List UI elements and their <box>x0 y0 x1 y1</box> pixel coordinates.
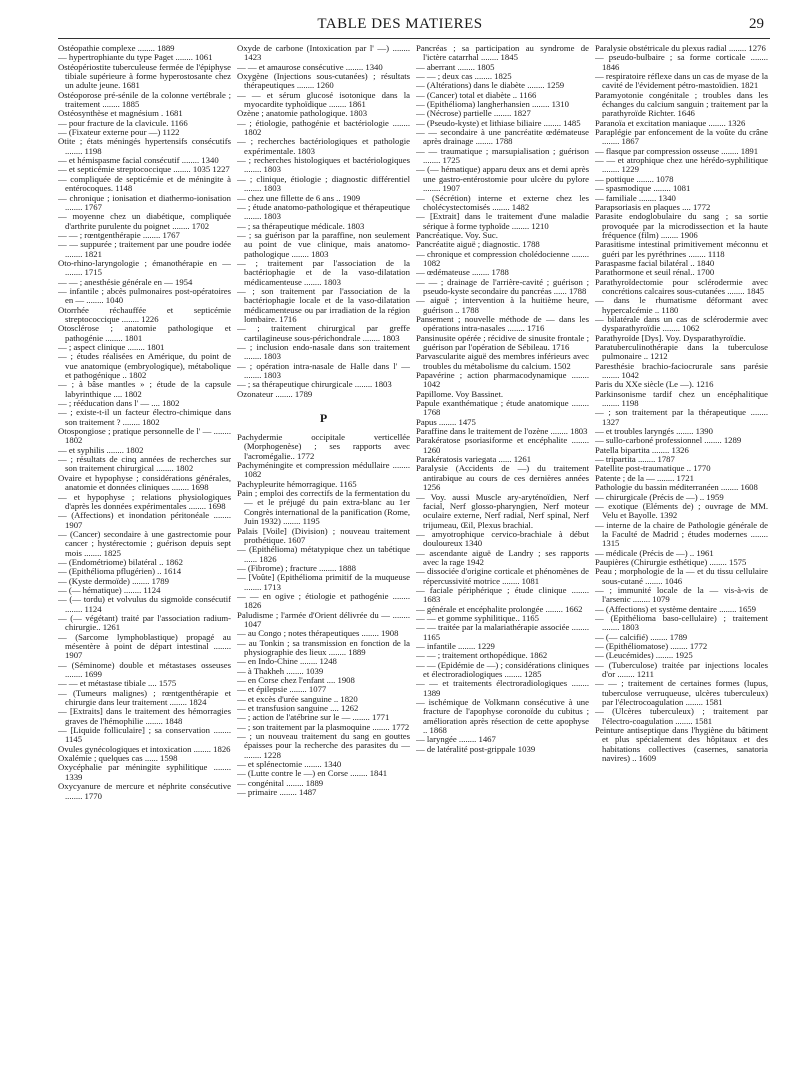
index-entry: Peau ; morphologie de la — et du tissu cellulaire sous-cutané ........ 1046 <box>595 566 768 586</box>
section-letter: P <box>319 411 328 426</box>
index-entry: — (Epithélioma pflugérien) .. 1614 <box>58 566 182 577</box>
index-entry: Paraspasme facial bilatéral .. 1840 <box>595 257 715 268</box>
index-entry: Papavérine ; action pharmacodynamique ........ 1042 <box>416 370 589 390</box>
index-entry: Parvascularite aiguë des membres inférieurs avec troubles du métabolisme du calcium. 1502 <box>416 351 589 371</box>
index-entry: — — et gomme syphilitique.. 1165 <box>416 612 539 623</box>
index-entry: — (Affections) et inondation péritonéale ........ 1907 <box>58 510 231 530</box>
index-entry: Parathyroïde [Dys]. Voy. Dysparathyroïdie. <box>595 332 746 343</box>
index-entry: Pancréatique. Voy. Suc. <box>416 229 498 240</box>
index-entry: — pour fracture de la clavicule. 1166 <box>58 117 188 128</box>
index-entry: — (Fibrome) ; fracture ........ 1888 <box>237 562 356 573</box>
index-entry: Otorrhée réchauffée et septicémie streptococcique ........ 1226 <box>58 304 231 324</box>
index-entry: — de latéralité post-grippale 1039 <box>416 743 536 754</box>
index-entry: — ; action de l'atébrine sur le — ........ 1771 <box>237 712 390 723</box>
index-entry: — et excès d'urée sanguine .. 1820 <box>237 693 358 704</box>
index-entry: — spasmodique ........ 1081 <box>595 183 691 194</box>
index-entry: Pancréas ; sa participation au syndrome de l'ictère catarrhal ........ 1845 <box>416 44 589 63</box>
index-entry: — ; existe-t-il un facteur électro-chimique dans son traitement ? ........ 1802 <box>58 407 231 427</box>
index-entry: — (Fixateur externe pour —) 1122 <box>58 127 180 138</box>
index-entry: — infantile ........ 1229 <box>416 641 495 651</box>
index-entry: — et hypophyse ; relations physiologiques d'après les données expérimentales ........ 1698 <box>58 491 231 511</box>
index-entry: — en Corse chez l'enfant .... 1908 <box>237 675 355 685</box>
index-entry: — ; opération intra-nasale de Halle dans l' — ........ 1803 <box>237 360 410 381</box>
index-entry: Pachyméningite et compression médullaire ........ 1082 <box>237 460 410 480</box>
index-entry: Parakératose psoriasiforme et encéphalite ........ 1260 <box>416 435 589 455</box>
index-entry: — chirurgicale (Précis de —) .. 1959 <box>595 491 724 502</box>
index-entry: Pain ; emploi des correctifs de la fermentation du — et le préjugé du pain extra-blanc au 1er Congrès international de la panification (Rome, Juin 1932) ........ 1195 <box>237 488 410 527</box>
index-entry: — (Lutte contre le —) en Corse ........ 1841 <box>237 768 388 779</box>
header-rule <box>58 38 770 39</box>
index-entry: — ; son traitement par l'association de la bactériophagie locale et de la vaso-dilatation médicamenteuse ou par irradiation de la région lombaire. 1716 <box>237 285 410 324</box>
index-entry: Patellite post-traumatique .. 1770 <box>595 463 711 474</box>
index-entry: Papule exanthématique ; étude anatomique ........ 1768 <box>416 398 589 418</box>
index-entry: — ; étude anatomo-pathologique et thérapeutique ........ 1803 <box>237 201 410 222</box>
index-entry: — — ; traitement de certaines formes (lupus, tuberculose verruqueuse, ulcères tuberculeux) par l'électrocoagulation ........ 1581 <box>595 678 768 708</box>
index-entry: — (Leucémides) ........ 1925 <box>595 650 693 661</box>
index-entry: Oto-rhino-laryngologie ; émanothérapie en — ........ 1715 <box>58 257 231 278</box>
index-entry: — (— hématique) ........ 1124 <box>58 584 161 595</box>
index-entry: — ; un nouveau traitement du sang en gouttes épaisses pour la recherche des parasites du — ........ 1228 <box>237 731 410 760</box>
index-entry: Pansinusite opérée ; récidive de sinusite frontale ; guérison par l'opération de Sébileau. 1716 <box>416 332 589 352</box>
page-title: TABLE DES MATIERES <box>317 16 483 32</box>
index-entry: Patella bipartita ........ 1326 <box>595 444 689 455</box>
index-entry: Ovaire et hypophyse ; considérations générales, anatomie et données cliniques ........ 1698 <box>58 472 231 493</box>
index-entry: — (Nécrose) partielle ........ 1827 <box>416 108 531 119</box>
index-entry: Otosclérose ; anatomie pathologique et pathogénie ........ 1801 <box>58 323 231 343</box>
index-entry: — (Ulcères tuberculeux) ; traitement par l'électro-coagulation ........ 1581 <box>595 706 768 726</box>
index-entry: Ozène ; anatomie pathologique. 1803 <box>237 108 368 119</box>
index-entry: — (Tuberculose) traitée par injections locales d'or ........ 1211 <box>595 659 768 680</box>
page-header <box>0 0 800 44</box>
index-entry: — dans le rhumatisme déformant avec hypercalcémie .. 1180 <box>595 295 768 315</box>
index-entry: Parathormone et seuil rénal.. 1700 <box>595 267 715 278</box>
index-entry: — — et amaurose consécutive ........ 1340 <box>237 61 383 72</box>
index-entry: — générale et encéphalite prolongée ........ 1662 <box>416 603 583 614</box>
index-entry: — chez une fillette de 6 ans .. 1909 <box>237 192 361 203</box>
index-entry: — amyotrophique cervico-brachiale à début douloureux 1340 <box>416 528 589 549</box>
index-entry: — aiguë ; intervention à la huitième heure, guérison .. 1788 <box>416 295 589 315</box>
index-entry: — laryngée ........ 1467 <box>416 734 496 745</box>
index-entry: Ovules gynécologiques et intoxication ........ 1826 <box>58 743 231 754</box>
index-entry: — — traitée par la malariathérapie associée ........ 1165 <box>416 622 589 642</box>
index-entry: — congénital ........ 1889 <box>237 777 324 788</box>
index-entry: — ; recherches bactériologiques et pathologie expérimentale. 1803 <box>237 136 410 156</box>
index-entry: — familiale ........ 1340 <box>595 192 676 203</box>
index-entry: — (— tordu) et volvulus du sigmoïde consécutif ........ 1124 <box>58 594 231 614</box>
index-entry: Parasite endoglobulaire du sang ; sa sortie provoquée par la microdissection et la haute fréquence (film) ........ 1906 <box>595 211 768 240</box>
index-entry: — ; traitement par l'association de la bactériophagie et de la vaso-dilatation médicamenteuse ........ 1803 <box>237 257 410 287</box>
index-entry: — en Indo-Chine ........ 1248 <box>237 656 337 667</box>
index-entry: — ; sa thérapeutique médicale. 1803 <box>237 220 365 231</box>
index-entry: — ; sa thérapeutique chirurgicale ........ 1803 <box>237 379 392 390</box>
index-columns <box>58 44 770 1078</box>
index-entry: — ischémique de Volkmann consécutive à une fracture de l'apophyse coronoïde du cubitus ; amélioration après résection de cette apophyse .. 1868 <box>416 697 589 736</box>
index-entry: — (Sarcome lymphoblastique) propagé au mésentère à point de départ intestinal ........ 1907 <box>58 631 231 661</box>
index-entry: Oxygène (Injections sous-cutanées) ; résultats thérapeutiques ........ 1260 <box>237 71 410 91</box>
index-entry: — ; études réalisées en Amérique, du point de vue anatomique (embryologique), métabolique et pathogénique .. 1802 <box>58 351 231 381</box>
index-entry: — — secondaire à une pancréatite œdémateuse après drainage ........ 1788 <box>416 127 589 147</box>
index-entry: — pseudo-bulbaire ; sa forme corticale ........ 1846 <box>595 52 768 72</box>
index-entry: — ; son traitement par la plasmoquine ........ 1772 <box>237 721 410 732</box>
index-entry: Paranoïa et excitation maniaque ........ 1326 <box>595 117 746 128</box>
index-entry: — chronique et compression cholédocienne ........ 1082 <box>416 248 589 268</box>
index-entry: — (Sécrétion) interne et externe chez les cholécystectomisés ........ 1482 <box>416 192 589 212</box>
index-entry: Parakératosis variegata ...... 1261 <box>416 454 532 465</box>
index-entry: — ; à bâse mantles » ; étude de la capsule labyrinthique .... 1802 <box>58 379 231 399</box>
index-entry: Paresthésie brachio-faciocrurale sans parésie ........ 1042 <box>595 360 768 381</box>
index-entry: — — et sérum glucosé isotonique dans la myocardite typhoïdique ........ 1861 <box>237 89 410 110</box>
index-entry: Paris du XXe siècle (Le —). 1216 <box>595 379 714 390</box>
index-entry: Ostéoporose pré-sénile de la colonne vertébrale ; traitement ........ 1885 <box>58 89 231 110</box>
index-entry: Ozonateur ........ 1789 <box>237 388 313 399</box>
index-entry: Patente ; de la — ........ 1721 <box>595 472 694 483</box>
index-entry: — ; aspect clinique ........ 1801 <box>58 342 165 352</box>
index-entry: — (Affections) et système dentaire ........ 1659 <box>595 603 756 614</box>
index-entry: — — ; deux cas ........ 1825 <box>416 71 512 82</box>
index-entry: Paralysie (Accidents de —) du traitement antirabique au cours de ces dernières années 1256 <box>416 463 589 493</box>
index-entry: — au Congo ; notes thérapeutiques ........ 1908 <box>237 628 399 639</box>
index-entry: — au Tonkin ; sa transmission en fonction de la physiographie des lieux ........ 1889 <box>237 637 410 657</box>
index-entry: — — ; traitement orthopédique. 1862 <box>416 650 548 661</box>
index-entry: Otospongiose ; pratique personnelle de l' — ........ 1802 <box>58 426 231 446</box>
index-entry: Oxycéphalie par méningite syphilitique ........ 1339 <box>58 762 231 782</box>
index-entry: — (Tumeurs malignes) ; rœntgenthérapie et chirurgie dans leur traitement ........ 1824 <box>58 687 231 708</box>
index-entry: — ; étiologie, pathogénie et bactériologie ........ 1802 <box>237 117 410 138</box>
index-entry: — [Extrait] dans le traitement d'une maladie sérique à forme typhoïde ........ 1210 <box>416 211 589 231</box>
index-entry: Paratuberculinothérapie dans la tuberculose pulmonaire .. 1212 <box>595 342 768 362</box>
index-entry: — et hémispasme facial consécutif ........ 1340 <box>58 155 219 166</box>
index-entry: — (Cancer) secondaire à une gastrectomie pour cancer ; hystérectomie ; guérison depuis sept mois ........ 1825 <box>58 528 231 558</box>
index-entry: — et splénectomie ........ 1340 <box>237 759 342 770</box>
index-entry: — (— végétant) traité par l'association radium-chirurgie.. 1261 <box>58 612 231 633</box>
index-entry: — œdémateuse ........ 1788 <box>416 267 509 278</box>
index-entry: — (— hématique) apparu deux ans et demi après une gastro-entérostomie pour ulcère du pylore ........ 1907 <box>416 164 589 194</box>
index-entry: — moyenne chez un diabétique, compliquée d'arthrite purulente du poignet ........ 1702 <box>58 211 231 231</box>
index-entry: Parapsoriasis en plaques .... 1772 <box>595 201 711 212</box>
index-entry: — sullo-carboné professionnel ........ 1289 <box>595 435 742 446</box>
index-entry: — infantile ; abcès pulmonaires post-opératoires en — ........ 1040 <box>58 285 231 306</box>
index-entry: — tripartita ........ 1787 <box>595 454 675 465</box>
index-entry: — compliquée de septicémie et de méningite à entérocoques. 1148 <box>58 173 231 194</box>
index-entry: — hypertrophiante du type Paget ........ 1061 <box>58 52 213 63</box>
index-entry: — et septicémie streptococcique ........ 1035 1227 <box>58 164 230 175</box>
index-entry: — (Epithélioma) langherhansien ........ 1310 <box>416 99 569 110</box>
index-entry: Pathologie du bassin méditerranéen ........ 1608 <box>595 482 758 493</box>
index-entry: — (Pseudo-kyste) et lithiase biliaire ........ 1485 <box>416 117 581 128</box>
index-entry: — — en ogive ; étiologie et pathogénie ........ 1826 <box>237 590 410 611</box>
index-entry: Pansement ; nouvelle méthode de — dans les opérations intra-nasales ........ 1716 <box>416 313 589 334</box>
index-entry: Oxycyanure de mercure et néphrite consécutive ........ 1770 <box>58 781 231 801</box>
index-entry: — (Altérations) dans le diabète ........ 1259 <box>416 80 565 91</box>
index-entry: — ; inclusion endo-nasale dans son traitement ........ 1803 <box>237 342 410 362</box>
index-column-2 <box>237 44 410 1078</box>
index-entry: Paupières (Chirurgie esthétique) ........ 1575 <box>595 556 747 567</box>
index-entry: — — ; drainage de l'arrière-cavité ; guérison ; pseudo-kyste secondaire du pancréas ...... 1788 <box>416 276 589 296</box>
index-entry: — Voy. aussi Muscle ary-aryténoïdien, Nerf facial, Nerf glosso-pharyngien, Nerf moteur oculaire externe, Nerf radial, Nerf spinal, Nerf trijumeau, Œil, Plexus brachial. <box>416 491 589 530</box>
index-entry: — chronique ; ionisation et diathermo-ionisation ........ 1767 <box>58 192 231 212</box>
index-entry: — [Liquide folliculaire] ; sa conservation ........ 1145 <box>58 725 231 745</box>
index-entry: — (Endométriome) bilatéral .. 1862 <box>58 556 183 567</box>
index-column-4 <box>595 44 768 1078</box>
index-entry: Oxalémie ; quelques cas ...... 1598 <box>58 753 178 764</box>
index-entry: — ; son traitement par la thérapeutique ........ 1327 <box>595 407 768 427</box>
index-entry: Oxyde de carbone (Intoxication par l' —) ........ 1423 <box>237 44 410 63</box>
index-entry: — — ; rœntgenthérapie ........ 1767 <box>58 229 180 240</box>
index-entry: — — et atrophique chez une hérédo-syphilitique ........ 1229 <box>595 155 768 175</box>
index-entry: Paralysie obstétricale du plexus radial ........ 1276 <box>595 44 766 53</box>
index-entry: — — (Epidémie de —) ; considérations cliniques et électroradiologiques ........ 1285 <box>416 659 589 680</box>
index-entry: — ascendante aiguë de Landry ; ses rapports avec la rage 1942 <box>416 547 589 567</box>
index-entry: — à Thakheh ........ 1039 <box>237 665 324 676</box>
index-entry: — bilatérale dans un cas de sclérodermie avec dysparathyroïdie ........ 1062 <box>595 313 768 334</box>
index-entry: — (Epithélioma) métatypique chez un tabétique ...... 1826 <box>237 544 410 564</box>
index-entry: Ostéopériostite tuberculeuse fermée de l'épiphyse tibiale supérieure à forme hyperostosante chez un adulte jeune. 1681 <box>58 61 231 91</box>
index-entry: — et syphilis ........ 1802 <box>58 444 144 455</box>
index-entry: Otite ; états méningés hypertensifs consécutifs ........ 1198 <box>58 136 231 156</box>
index-entry: Papus ........ 1475 <box>416 416 476 427</box>
index-entry: Parathyroïdectomie pour sclérodermie avec concrétions calcaires sous-cutanées ........ 1845 <box>595 276 768 296</box>
index-entry: — ; traitement chirurgical par greffe cartilagineuse sous-périchondrale ........ 1803 <box>237 323 410 343</box>
index-entry: — — suppurée ; traitement par une poudre iodée ........ 1821 <box>58 239 231 259</box>
index-entry: — dissociée d'origine corticale et phénomènes de répercussivité motrice ........ 1081 <box>416 566 589 586</box>
index-entry: Paraplégie par enfoncement de la voûte du crâne ........ 1867 <box>595 127 768 147</box>
index-entry: — et transfusion sanguine .... 1262 <box>237 703 359 714</box>
index-entry: — — et traitements électroradiologiques ........ 1389 <box>416 678 589 698</box>
index-entry: Paraffine dans le traitement de l'ozène ........ 1803 <box>416 426 588 437</box>
index-entry: — flasque par compression osseuse ........ 1891 <box>595 145 759 156</box>
index-entry: Pachypleurite hémorragique. 1165 <box>237 478 357 489</box>
index-entry: Parasitisme intestinal primitivement méconnu et guéri par les pyréthrines ........ 1118 <box>595 239 768 259</box>
index-entry: — (— calcifié) ........ 1789 <box>595 631 688 642</box>
index-entry: Pancréatite aiguë ; diagnostic. 1788 <box>416 239 540 250</box>
index-entry: — pottique ........ 1078 <box>595 173 674 184</box>
index-entry: Papillome. Voy Bassinet. <box>416 388 504 399</box>
index-entry: — et troubles laryngés ........ 1390 <box>595 426 713 437</box>
index-entry: Paludisme ; l'armée d'Orient délivrée du — ........ 1047 <box>237 609 410 629</box>
index-entry: — — et métastase tibiale .... 1575 <box>58 678 177 689</box>
index-entry: — ; sa guérison par la paraffine, non seulement au point de vue clinique, mais anatomo-pathologique ........ 1803 <box>237 229 410 259</box>
index-entry: — (Cancer) total et diabète .. 1166 <box>416 89 537 100</box>
index-entry: — respiratoire réflexe dans un cas de myase de la cavité de l'évidement pétro-mastoïdien. 1821 <box>595 71 768 91</box>
index-entry: — ; recherches histologiques et bactériologiques ........ 1803 <box>237 155 410 175</box>
index-entry: — exotique (Eléments de) ; ouvrage de MM. Velu et Bayolle. 1392 <box>595 500 768 521</box>
index-entry: — (Epithélioma baso-cellulaire) ; traitement ........ 1803 <box>595 612 768 633</box>
index-entry: Ostéopathie complexe ........ 1889 <box>58 44 175 53</box>
index-entry: — faciale périphérique ; étude clinique ........ 1683 <box>416 584 589 605</box>
index-entry: — interne de la chaire de Pathologie générale de la Faculté de Madrid ; études modernes ........ 1315 <box>595 519 768 549</box>
index-column-1 <box>58 44 231 1078</box>
index-entry: — et épilepsie ........ 1077 <box>237 684 327 695</box>
index-entry: Paramyotonie congénitale ; troubles dans les échanges du calcium sanguin ; traitement par la parathyroïde Richter. 1646 <box>595 89 768 119</box>
index-entry: — — ; anesthésie générale en — 1954 <box>58 276 193 287</box>
index-column-3 <box>416 44 589 1078</box>
index-entry: — ; rééducation dans l' — .... 1802 <box>58 398 180 409</box>
index-entry: — ; résultats de cinq années de recherches sur son traitement chirurgical ........ 1802 <box>58 454 231 474</box>
index-entry: Peinture antiseptique dans l'hygiène du bâtiment et plus spécialement des hôpitaux et des habitations collectives (casernes, sanatoria navires) .. 1609 <box>595 725 768 764</box>
index-entry: — ; clinique, étiologie ; diagnostic différentiel ........ 1803 <box>237 173 410 194</box>
index-entry: — [Voûte] (Epithélioma primitif de la muqueuse ........ 1713 <box>237 572 410 592</box>
index-entry: Parkinsonisme tardif chez un encéphalitique ........ 1198 <box>595 388 768 409</box>
index-entry: — primaire ........ 1487 <box>237 787 317 798</box>
index-entry: — médicale (Précis de —) .. 1961 <box>595 547 714 558</box>
index-entry: Pachydermie occipitale verticellée (Morphogenèse) ; ses rapports avec l'acromégalie.. 1772 <box>237 432 410 461</box>
page-number: 29 <box>749 16 764 32</box>
index-entry: — (Kyste dermoïde) ........ 1789 <box>58 575 169 586</box>
index-entry: — (Séminome) double et métastases osseuses ........ 1699 <box>58 659 231 680</box>
index-entry: Palais [Voile] (Division) ; nouveau traitement prothétique. 1607 <box>237 525 410 545</box>
index-entry: — aberrant ........ 1805 <box>416 61 495 72</box>
index-entry: Ostéosynthèse et magnésium . 1681 <box>58 108 183 119</box>
index-entry: — ; immunité locale de la — vis-à-vis de l'arsenic ........ 1079 <box>595 584 768 605</box>
index-entry: — [Extraits] dans le traitement des hémorragies graves de l'hémophilie ........ 1848 <box>58 706 231 726</box>
index-entry: — — traumatique ; marsupialisation ; guérison ........ 1725 <box>416 145 589 166</box>
index-entry: — (Epithéliomatose) ........ 1772 <box>595 641 708 651</box>
